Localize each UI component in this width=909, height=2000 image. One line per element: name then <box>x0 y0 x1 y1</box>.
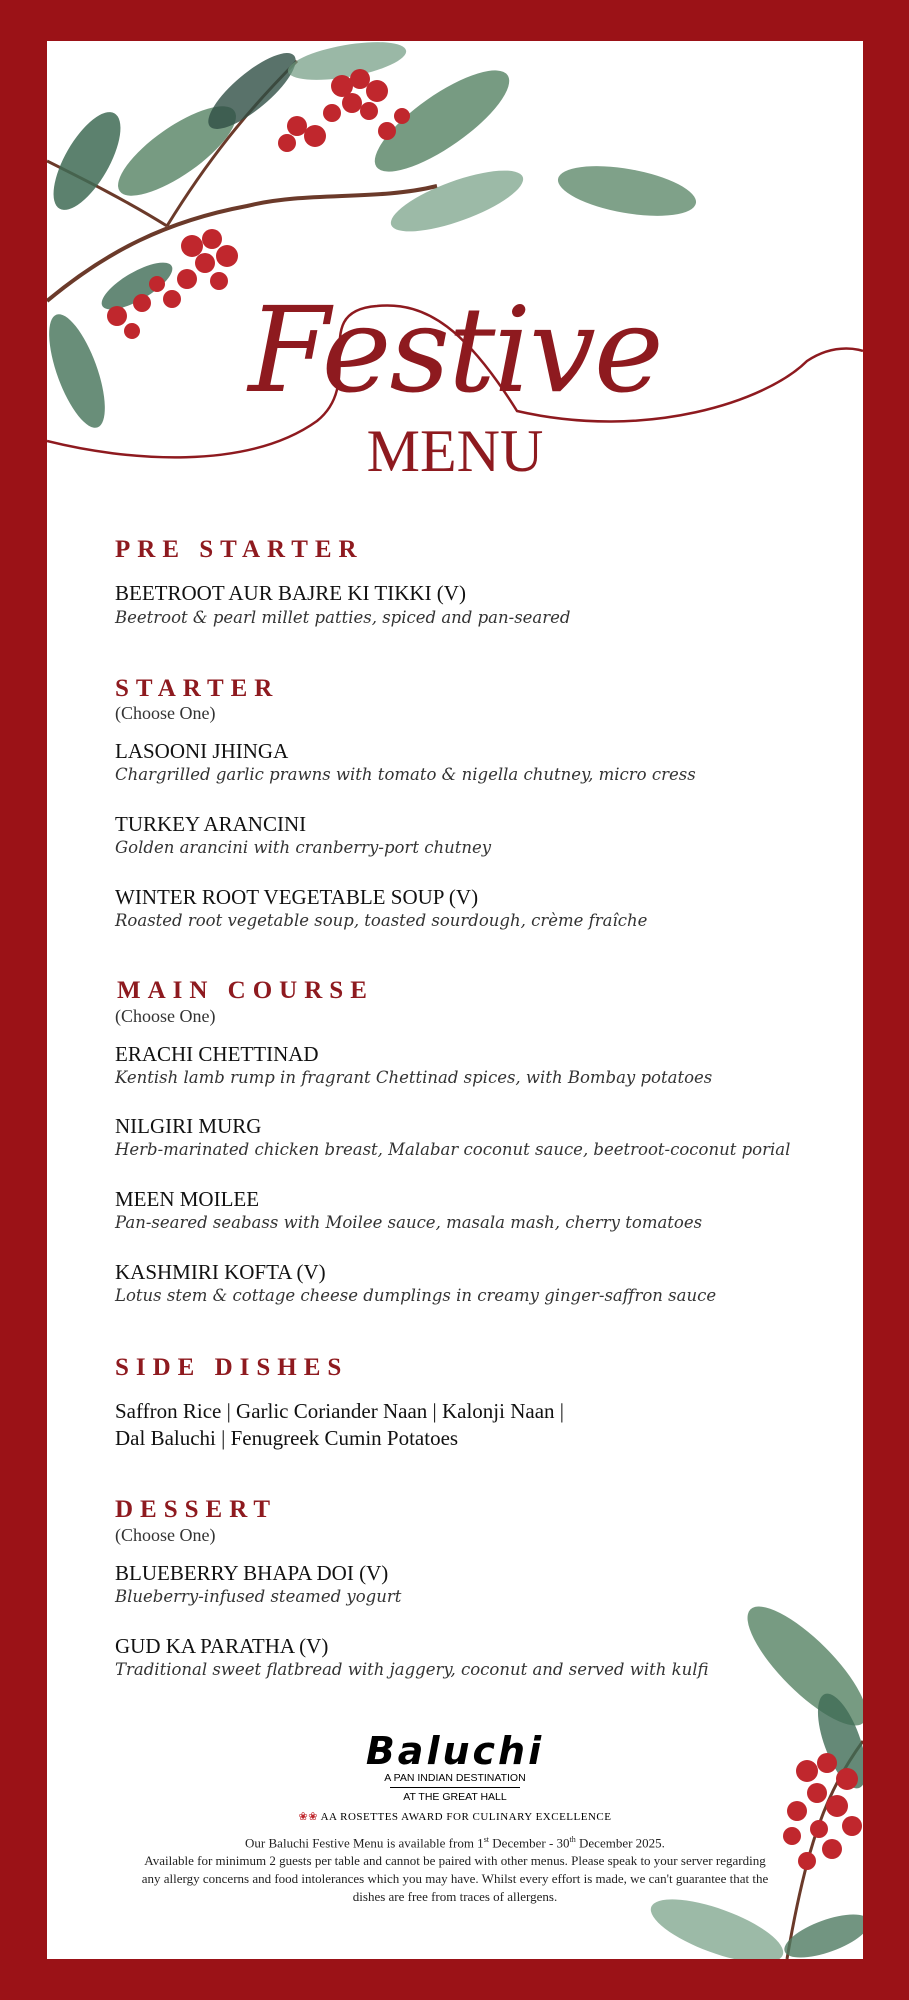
logo-divider <box>390 1787 520 1788</box>
dish-name: BEETROOT AUR BAJRE KI TIKKI (V) <box>115 581 466 605</box>
dish-name: TURKEY ARANCINI <box>115 812 307 836</box>
logo-location: AT THE GREAT HALL <box>403 1791 507 1803</box>
dish-name: KASHMIRI KOFTA (V) <box>115 1260 326 1284</box>
dish-description: Kentish lamb rump in fragrant Chettinad spices, with Bombay potatoes <box>115 1068 713 1087</box>
dish-description: Pan-seared seabass with Moilee sauce, masala mash, cherry tomatoes <box>115 1213 703 1232</box>
dish-name: WINTER ROOT VEGETABLE SOUP (V) <box>115 885 479 909</box>
availability-text: Our Baluchi Festive Menu is available from 1st December - 30th December 2025. <box>245 1835 665 1851</box>
dish-description: Golden arancini with cranberry-port chutney <box>115 838 492 857</box>
award-line <box>47 1810 863 1823</box>
dish-description: Traditional sweet flatbread with jaggery, coconut and served with kulfi <box>115 1660 709 1679</box>
dish-description: Beetroot & pearl millet patties, spiced and pan-seared <box>115 608 571 627</box>
dish-name: ERACHI CHETTINAD <box>115 1042 319 1066</box>
dish-description: Chargrilled garlic prawns with tomato & nigella chutney, micro cress <box>115 765 696 784</box>
dish-description: Roasted root vegetable soup, toasted sourdough, crème fraîche <box>115 911 648 930</box>
dish-name: LASOONI JHINGA <box>115 739 289 763</box>
choose-one-note: (Choose One) <box>115 703 216 723</box>
dish-description: Herb-marinated chicken breast, Malabar coconut sauce, beetroot-coconut porial <box>115 1140 791 1159</box>
logo-tagline: A PAN INDIAN DESTINATION <box>384 1772 526 1784</box>
festive-title: Festive <box>248 281 662 419</box>
baluchi-logo: Baluchi <box>365 1729 545 1773</box>
section-heading-side-dishes: SIDE DISHES <box>115 1354 349 1381</box>
side-dishes-line: Dal Baluchi | Fenugreek Cumin Potatoes <box>115 1426 459 1450</box>
side-dishes-line: Saffron Rice | Garlic Coriander Naan | Kalonji Naan | <box>115 1399 564 1423</box>
side-dishes-list <box>115 1398 675 1452</box>
choose-one-note: (Choose One) <box>115 1525 216 1545</box>
rosette-icon: ❀❀ <box>298 1811 318 1823</box>
dish-name: BLUEBERRY BHAPA DOI (V) <box>115 1561 389 1585</box>
dish-description: Lotus stem & cottage cheese dumplings in creamy ginger-saffron sauce <box>115 1286 717 1305</box>
footer-notes <box>135 1831 775 1906</box>
dish-description: Blueberry-infused steamed yogurt <box>115 1587 402 1606</box>
dish-name: MEEN MOILEE <box>115 1187 260 1211</box>
menu-card <box>47 41 863 1959</box>
dish-name: NILGIRI MURG <box>115 1114 262 1138</box>
allergy-note: Available for minimum 2 guests per table and cannot be paired with other menus. Please speak to your server regarding any allergy concerns and food intolerances which you may have. Whilst every effort is made, we can't guarantee that the dishes are free from traces of allergens. <box>141 1853 769 1905</box>
choose-one-note: (Choose One) <box>115 1006 216 1026</box>
section-heading-pre-starter: PRE STARTER <box>115 536 364 563</box>
section-heading-main-course: MAIN COURSE <box>117 977 374 1004</box>
section-heading-dessert: DESSERT <box>115 1496 278 1523</box>
menu-title: MENU <box>366 418 544 484</box>
dish-name: GUD KA PARATHA (V) <box>115 1634 329 1658</box>
menu-footer <box>47 1731 863 1906</box>
section-heading-starter: STARTER <box>115 675 280 702</box>
award-text: AA ROSETTES AWARD FOR CULINARY EXCELLENCE <box>320 1811 612 1823</box>
